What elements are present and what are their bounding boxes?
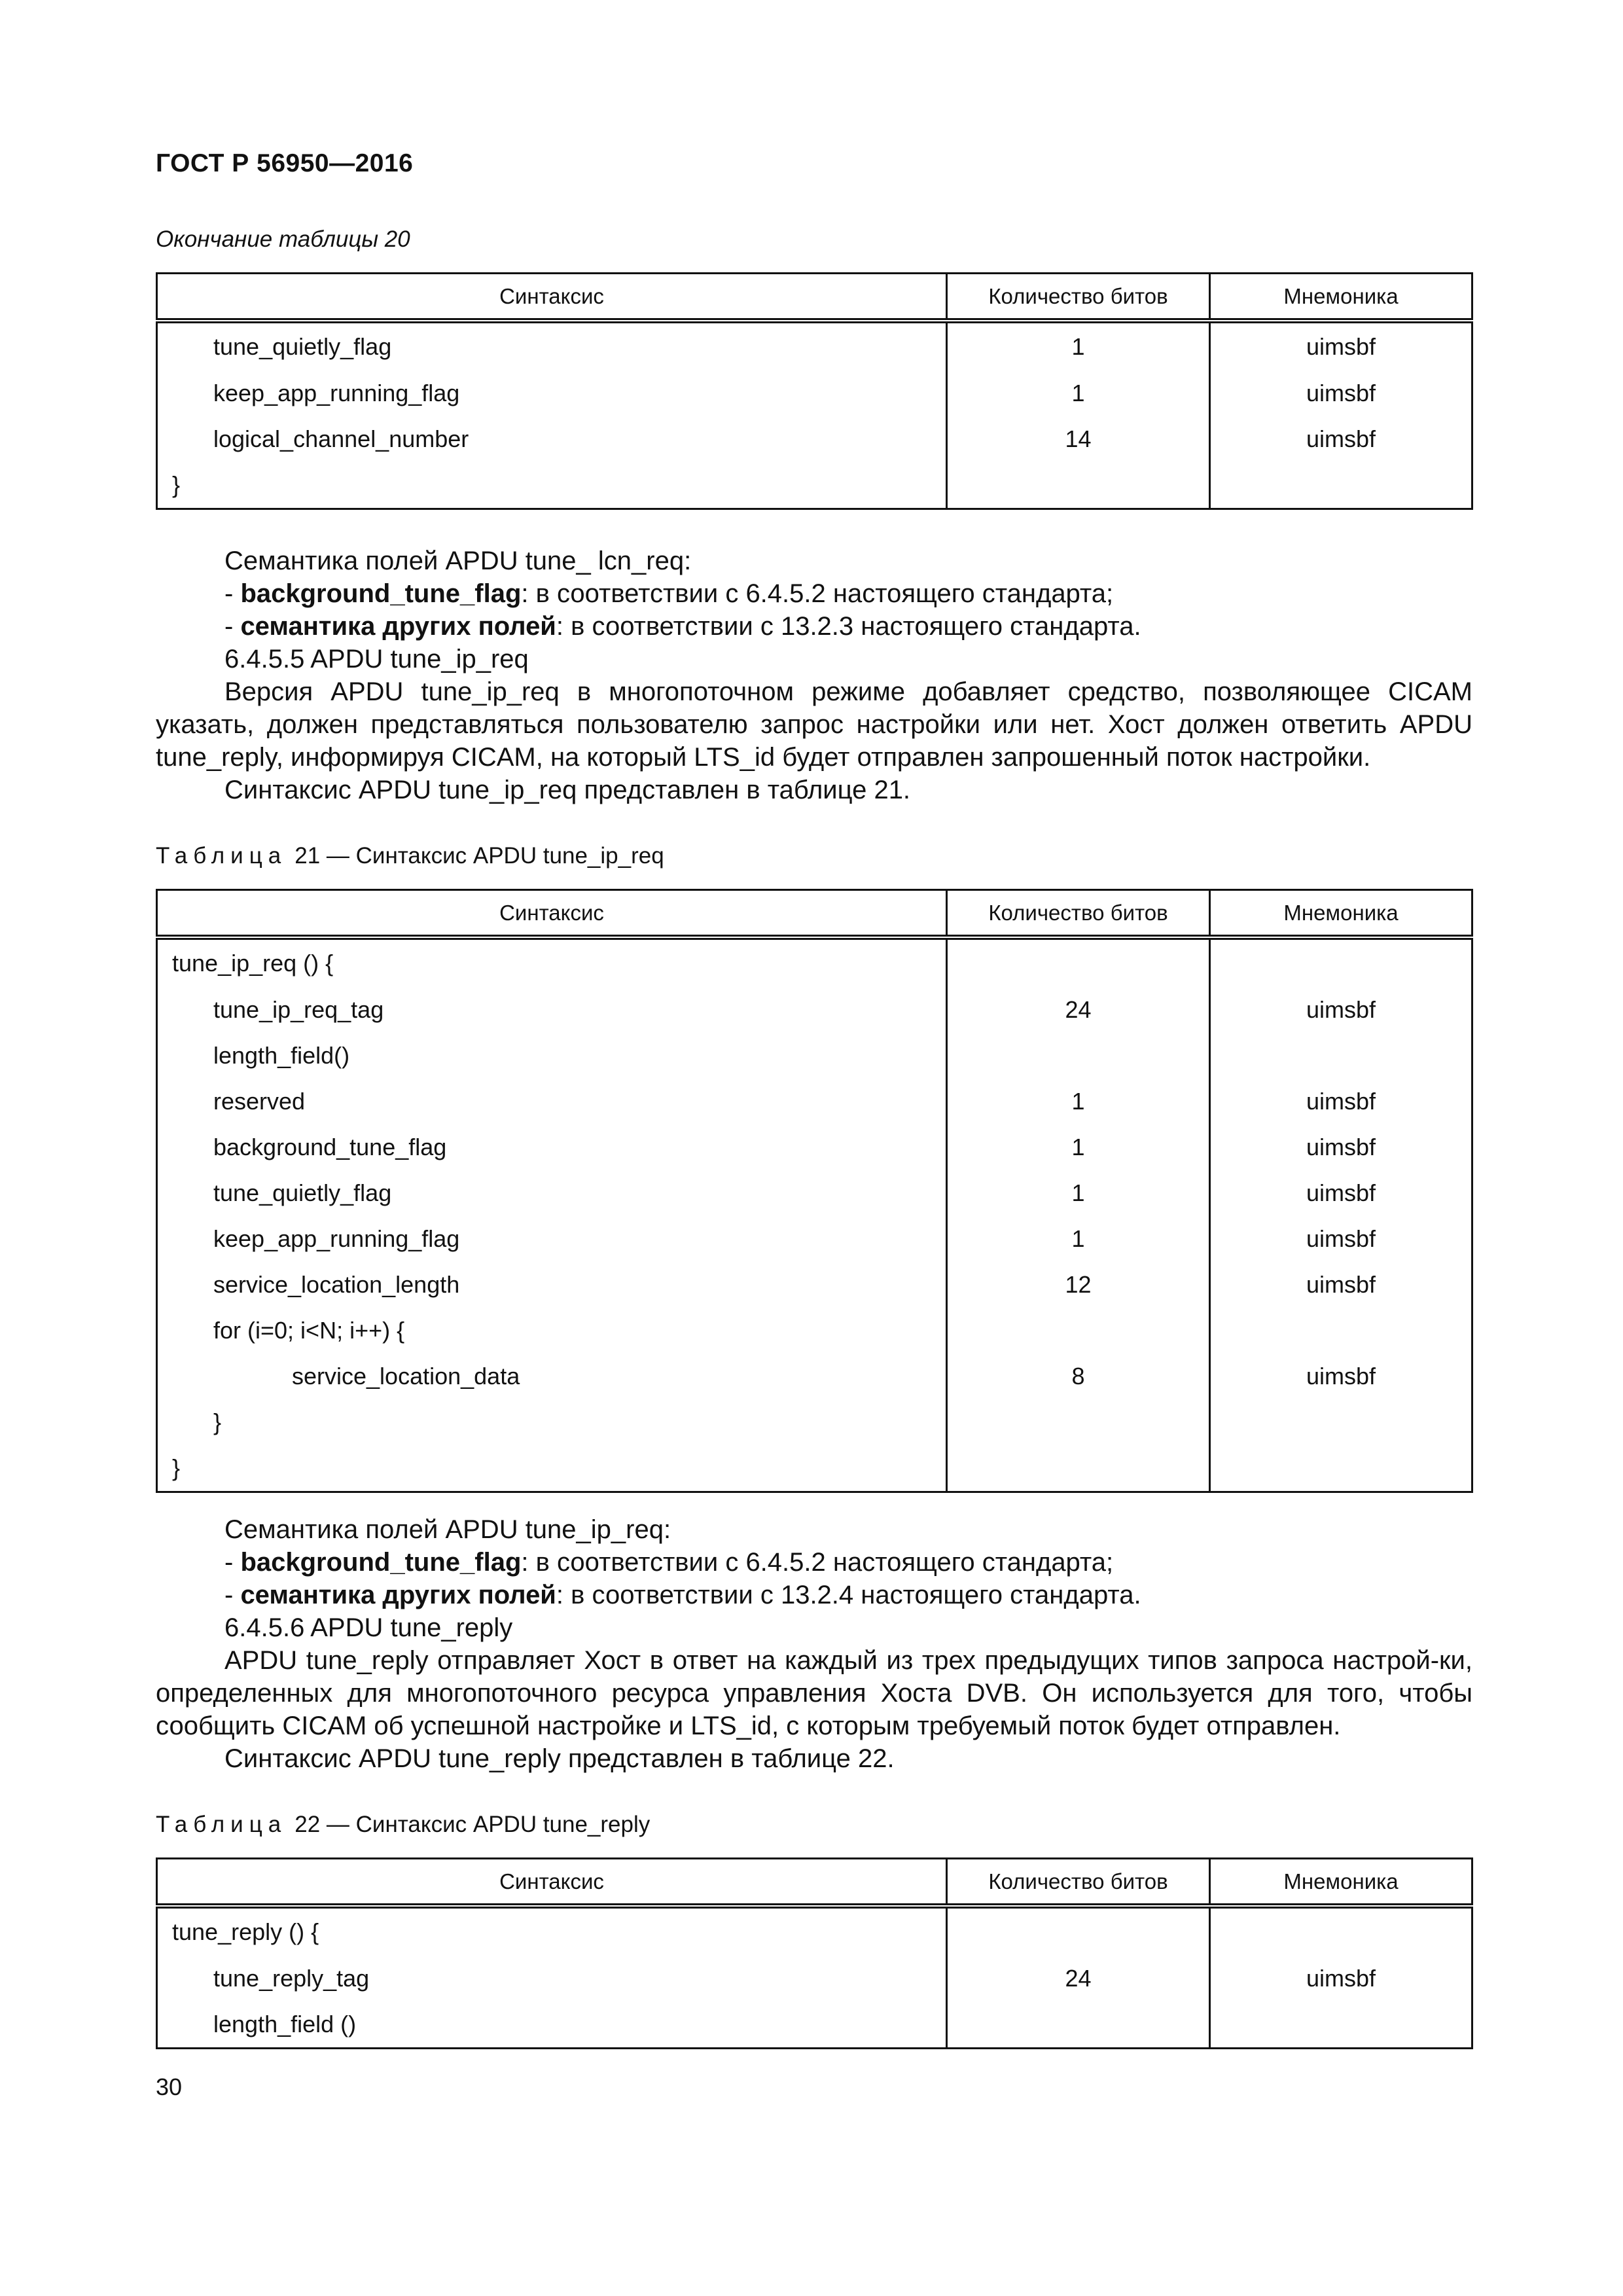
paragraph: Версия APDU tune_ip_req в многопоточном режиме добавляет средство, позволяющее CICAM указать, должен представляться пользователю запрос настройки или нет. Хост должен ответить APDU tune_reply, информируя CICAM, на который LTS_id будет отправлен запрошенный поток настройки. [156, 677, 1472, 772]
syntax-cell: logical_channel_number [157, 416, 947, 462]
section-heading: 6.4.5.5 APDU tune_ip_req [224, 645, 529, 673]
mnemonic-cell [1210, 1445, 1472, 1492]
table-20 [156, 272, 1473, 510]
mnemonic-cell [1210, 2001, 1472, 2049]
paragraph: APDU tune_reply отправляет Хост в ответ на каждый из трех предыдущих типов запроса настрой-ки, определенных для многопоточного ресурса управления Хоста DVB. Он используется для того, чтобы сообщить CICAM об успешной настройке и LTS_id, с которым требуемый поток будет отправлен. [156, 1646, 1472, 1740]
mnemonic-cell [1210, 1033, 1472, 1079]
column-header-bits: Количество битов [947, 890, 1210, 938]
mnemonic-cell [1210, 462, 1472, 509]
bits-cell: 1 [947, 321, 1210, 370]
table-row [157, 937, 1472, 987]
section-heading: 6.4.5.6 APDU tune_reply [224, 1613, 513, 1642]
column-header-syntax: Синтаксис [157, 274, 947, 321]
semantics-item: - background_tune_flag: в соответствии с 6.4.5.2 настоящего стандарта; [224, 579, 1114, 608]
mnemonic-cell [1210, 1399, 1472, 1445]
table-row [157, 462, 1472, 509]
syntax-cell: length_field () [157, 2001, 947, 2049]
bits-cell: 1 [947, 370, 1210, 416]
table-row [157, 1399, 1472, 1445]
bits-cell: 1 [947, 1170, 1210, 1216]
syntax-cell: length_field() [157, 1033, 947, 1079]
bits-cell [947, 1033, 1210, 1079]
table-22 [156, 1857, 1473, 2049]
syntax-cell: } [157, 1445, 947, 1492]
bits-cell: 8 [947, 1354, 1210, 1399]
mnemonic-cell [1210, 1906, 1472, 1956]
mnemonic-cell: uimsbf [1210, 416, 1472, 462]
syntax-cell: tune_quietly_flag [157, 321, 947, 370]
table-row [157, 1216, 1472, 1262]
table-reference: Синтаксис APDU tune_reply представлен в таблице 22. [224, 1744, 895, 1773]
table-row [157, 987, 1472, 1033]
semantics-item: - семантика других полей: в соответствии с 13.2.3 настоящего стандарта. [224, 612, 1141, 641]
bits-cell: 12 [947, 1262, 1210, 1308]
term: background_tune_flag [240, 579, 522, 608]
table-row [157, 1956, 1472, 2001]
table-row [157, 1079, 1472, 1124]
mnemonic-cell: uimsbf [1210, 1216, 1472, 1262]
table-row [157, 1033, 1472, 1079]
text-section-2 [156, 1513, 1472, 1775]
syntax-cell: reserved [157, 1079, 947, 1124]
column-header-mnemonic: Мнемоника [1210, 1859, 1472, 1907]
text-section-1 [156, 545, 1472, 806]
bits-cell: 14 [947, 416, 1210, 462]
column-header-bits: Количество битов [947, 274, 1210, 321]
table-row [157, 1170, 1472, 1216]
mnemonic-cell: uimsbf [1210, 321, 1472, 370]
table-row [157, 1308, 1472, 1354]
syntax-cell: background_tune_flag [157, 1124, 947, 1170]
page-number: 30 [156, 2073, 183, 2100]
column-header-mnemonic: Мнемоника [1210, 890, 1472, 938]
table-row [157, 1262, 1472, 1308]
column-header-syntax: Синтаксис [157, 890, 947, 938]
term: background_tune_flag [240, 1548, 522, 1577]
syntax-cell: tune_reply_tag [157, 1956, 947, 2001]
table-row [157, 321, 1472, 370]
syntax-cell: service_location_data [157, 1354, 947, 1399]
syntax-cell: tune_ip_req () { [157, 937, 947, 987]
term: семантика других полей [240, 1581, 556, 1609]
table-reference: Синтаксис APDU tune_ip_req представлен в таблице 21. [224, 776, 911, 804]
bits-cell [947, 2001, 1210, 2049]
bits-cell [947, 1445, 1210, 1492]
bits-cell [947, 1399, 1210, 1445]
syntax-cell: tune_ip_req_tag [157, 987, 947, 1033]
semantics-item: - background_tune_flag: в соответствии с 6.4.5.2 настоящего стандарта; [224, 1548, 1114, 1577]
column-header-bits: Количество битов [947, 1859, 1210, 1907]
table-row [157, 1906, 1472, 1956]
bits-cell: 1 [947, 1124, 1210, 1170]
table-row [157, 2001, 1472, 2049]
table-22-caption: Таблица 22 — Синтаксис APDU tune_reply [156, 1812, 651, 1837]
bits-cell: 1 [947, 1079, 1210, 1124]
semantics-item: - семантика других полей: в соответствии с 13.2.4 настоящего стандарта. [224, 1581, 1141, 1609]
table-continuation-caption: Окончание таблицы 20 [156, 226, 410, 252]
mnemonic-cell [1210, 1308, 1472, 1354]
table-row [157, 370, 1472, 416]
column-header-syntax: Синтаксис [157, 1859, 947, 1907]
bits-cell: 24 [947, 987, 1210, 1033]
mnemonic-cell: uimsbf [1210, 1124, 1472, 1170]
mnemonic-cell: uimsbf [1210, 1262, 1472, 1308]
syntax-cell: } [157, 1399, 947, 1445]
table-row [157, 1354, 1472, 1399]
bits-cell: 1 [947, 1216, 1210, 1262]
table-21-caption: Таблица 21 — Синтаксис APDU tune_ip_req [156, 843, 664, 869]
bits-cell [947, 1906, 1210, 1956]
mnemonic-cell: uimsbf [1210, 987, 1472, 1033]
semantics-intro: Семантика полей APDU tune_ lcn_req: [224, 547, 692, 575]
syntax-cell: keep_app_running_flag [157, 1216, 947, 1262]
syntax-cell: tune_quietly_flag [157, 1170, 947, 1216]
mnemonic-cell: uimsbf [1210, 370, 1472, 416]
syntax-cell: } [157, 462, 947, 509]
syntax-cell: tune_reply () { [157, 1906, 947, 1956]
bits-cell [947, 1308, 1210, 1354]
mnemonic-cell: uimsbf [1210, 1956, 1472, 2001]
table-row [157, 1445, 1472, 1492]
bits-cell [947, 462, 1210, 509]
mnemonic-cell: uimsbf [1210, 1079, 1472, 1124]
syntax-cell: service_location_length [157, 1262, 947, 1308]
mnemonic-cell [1210, 937, 1472, 987]
bits-cell [947, 937, 1210, 987]
bits-cell: 24 [947, 1956, 1210, 2001]
table-21 [156, 889, 1473, 1493]
mnemonic-cell: uimsbf [1210, 1170, 1472, 1216]
syntax-cell: keep_app_running_flag [157, 370, 947, 416]
document-header: ГОСТ Р 56950—2016 [156, 149, 414, 177]
table-row [157, 416, 1472, 462]
term: семантика других полей [240, 612, 556, 641]
column-header-mnemonic: Мнемоника [1210, 274, 1472, 321]
semantics-intro: Семантика полей APDU tune_ip_req: [224, 1515, 671, 1544]
mnemonic-cell: uimsbf [1210, 1354, 1472, 1399]
syntax-cell: for (i=0; i<N; i++) { [157, 1308, 947, 1354]
table-row [157, 1124, 1472, 1170]
